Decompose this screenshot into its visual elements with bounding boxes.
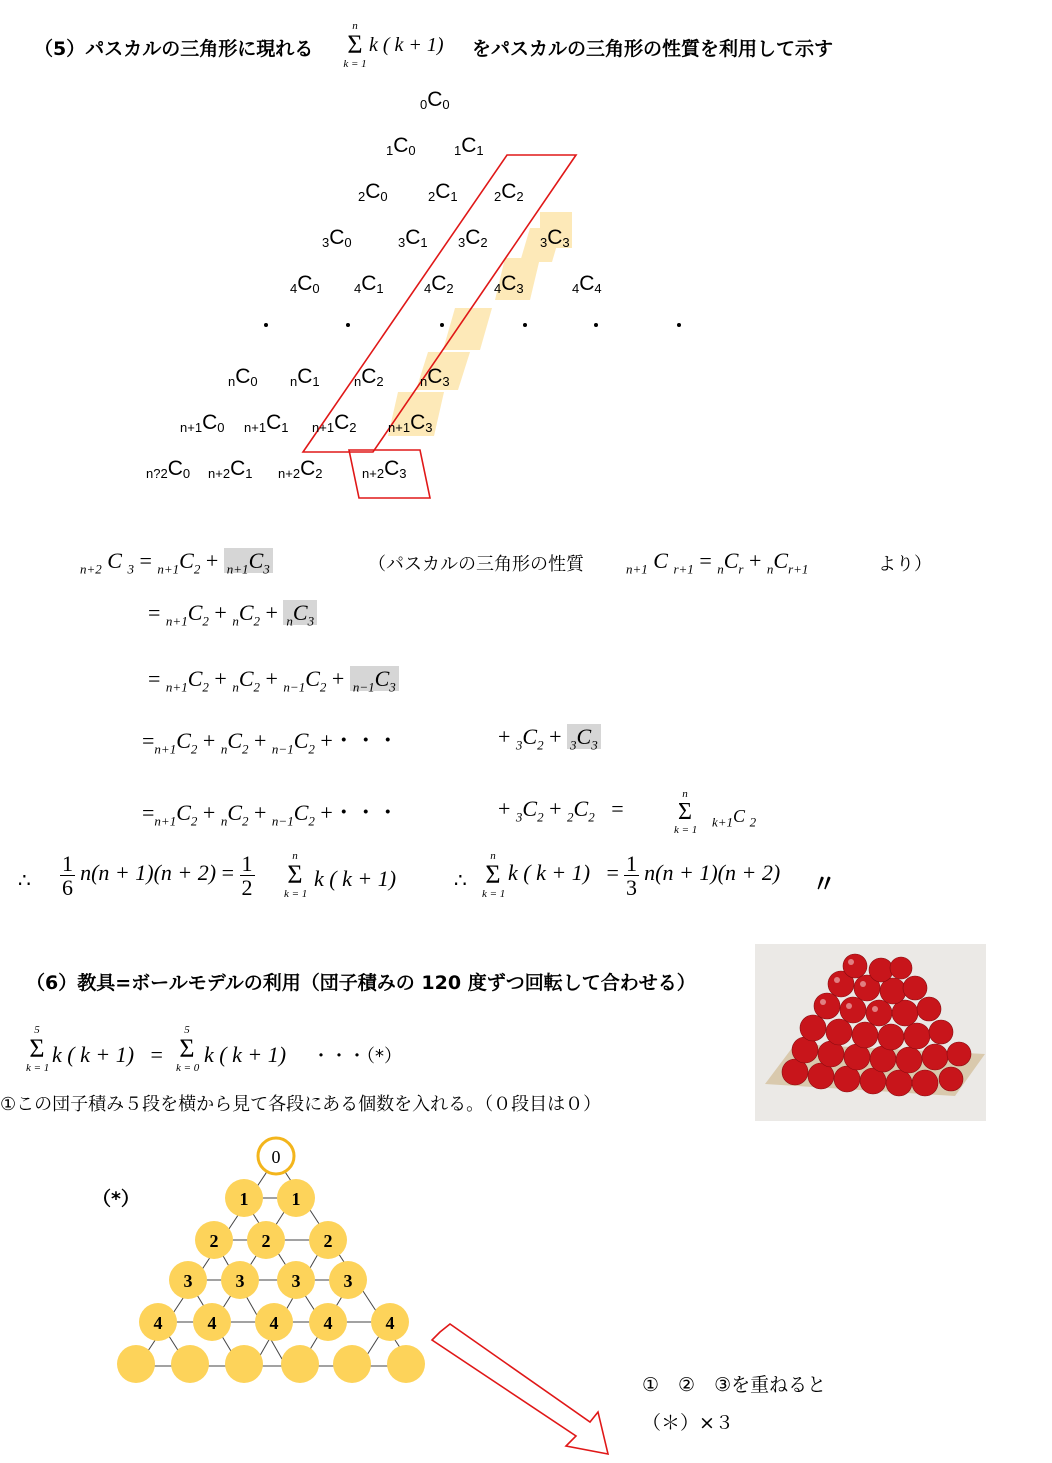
star-label: （*） bbox=[92, 1188, 140, 1210]
ellipsis-dot bbox=[677, 323, 681, 327]
pascal-cell: $_{n+2}C_1$ bbox=[208, 457, 253, 481]
end-mark: 〃 bbox=[812, 870, 836, 898]
ball-label: 4 bbox=[269, 1313, 279, 1333]
ball-label: 0 bbox=[271, 1147, 281, 1167]
pascal-cell: $_{n+1}C_1$ bbox=[244, 411, 289, 435]
conclusion-sum-expr: k ( k + 1) bbox=[314, 866, 397, 891]
conclusion-right: k ( k + 1) = $\frac{1}{3}$ n(n + 1)(n + 2) bbox=[508, 851, 781, 901]
derivation-line-4: $=_{n+1}C_2 + _nC_2 + _{n-1}C_2$ +・・・ bbox=[142, 728, 399, 757]
pascal-cell: $_2C_2$ bbox=[494, 180, 524, 204]
derivation-line-5: $=_{n+1}C_2 + _nC_2 + _{n-1}C_2$ +・・・ bbox=[142, 800, 399, 829]
eq-sigma-left: 5 Σ k = 1 bbox=[26, 1024, 50, 1074]
pascal-cell: $_{n+1}C_2$ bbox=[312, 411, 357, 435]
ball-triangle bbox=[110, 1130, 440, 1400]
ball-label: 2 bbox=[323, 1231, 333, 1251]
overlay-text: ① ② ③を重ねると bbox=[642, 1374, 827, 1396]
title-sigma-upper: n bbox=[352, 20, 358, 32]
property-note: （パスカルの三角形の性質 bbox=[368, 554, 584, 575]
property-formula: $_{n+1}$ C $_{r+1} = _nC_r + _nC_{r+1}$ bbox=[626, 548, 809, 577]
eq-tail: ・・・（*） bbox=[312, 1046, 402, 1067]
title-sum-expression: k ( k + 1) bbox=[369, 34, 444, 56]
pascal-cell: $_3C_1$ bbox=[398, 226, 428, 250]
ball-label: 3 bbox=[343, 1271, 353, 1291]
ellipsis-dot bbox=[264, 323, 268, 327]
pascal-cell: $_0C_0$ bbox=[420, 88, 450, 112]
pascal-cell: $_nC_3$ bbox=[420, 365, 450, 389]
pascal-cell: $_{n+1}C_0$ bbox=[180, 411, 225, 435]
pascal-cell: $_2C_1$ bbox=[428, 180, 458, 204]
pascal-cell: $_{n+1}C_3$ bbox=[388, 411, 433, 435]
ball-label: 4 bbox=[207, 1313, 217, 1333]
derivation-line-1: $_{n+2}$ C $_3 = _{n+1}C_2 + _{n+1}C_3$ bbox=[80, 548, 273, 577]
ellipsis-dot bbox=[440, 323, 444, 327]
therefore-1: ∴ bbox=[18, 868, 31, 892]
pascal-cell: $_4C_4$ bbox=[572, 272, 602, 296]
pascal-cell: $_4C_2$ bbox=[424, 272, 454, 296]
eq-sigma-right: 5 Σ k = 0 bbox=[176, 1024, 200, 1074]
property-tail: より） bbox=[878, 554, 932, 575]
ellipsis-dot bbox=[523, 323, 527, 327]
pascal-cell: $_nC_0$ bbox=[228, 365, 258, 389]
ball-label: 1 bbox=[239, 1189, 249, 1209]
arrow-icon bbox=[430, 1322, 630, 1462]
pascal-cell: $_3C_3$ bbox=[540, 226, 570, 250]
pascal-cell: $_{n?2}C_0$ bbox=[146, 457, 191, 481]
result-sigma: n Σ k = 1 bbox=[482, 850, 506, 900]
ball-label: 1 bbox=[291, 1189, 301, 1209]
ball-label: 4 bbox=[385, 1313, 395, 1333]
pascal-cell: $_nC_1$ bbox=[290, 365, 320, 389]
sum-sigma: n Σ k = 1 bbox=[674, 788, 698, 836]
pascal-cell: $_4C_0$ bbox=[290, 272, 320, 296]
sigma-icon: Σ bbox=[347, 30, 363, 59]
derivation-line-2: = $_{n+1}C_2 + _nC_2 + _nC_3$ bbox=[148, 600, 317, 629]
pascal-overlay bbox=[0, 0, 1052, 520]
ball-label: 4 bbox=[323, 1313, 333, 1333]
tomato-pyramid-photo bbox=[755, 944, 986, 1121]
step1-instruction: ①この団子積み５段を横から見て各段にある個数を入れる。（０段目は０） bbox=[0, 1094, 602, 1115]
eq-right-expr: k ( k + 1) bbox=[204, 1042, 287, 1067]
ball-label: 3 bbox=[183, 1271, 193, 1291]
conclusion-sigma: n Σ k = 1 bbox=[284, 850, 308, 900]
pascal-cell: $_{n+2}C_2$ bbox=[278, 457, 323, 481]
pascal-cell: $_3C_0$ bbox=[322, 226, 352, 250]
ball-label: 2 bbox=[209, 1231, 219, 1251]
derivation-line-3: = $_{n+1}C_2 + _nC_2 + _{n-1}C_2 + _{n-1}C_3$ bbox=[148, 666, 399, 695]
result-text: （＊）×３ bbox=[642, 1412, 734, 1434]
section5-title-pre: （5）パスカルの三角形に現れる bbox=[34, 38, 314, 60]
title-sigma-lower: k = 1 bbox=[343, 58, 367, 70]
ball-label: 3 bbox=[291, 1271, 301, 1291]
pascal-cell: $_3C_2$ bbox=[458, 226, 488, 250]
section6-title: （6）教具=ボールモデルの利用（団子積みの 120 度ずつ回転して合わせる） bbox=[26, 972, 696, 994]
pascal-cell: $_1C_0$ bbox=[386, 134, 416, 158]
derivation-line-4-tail: + $_3C_2 + _3C_3$ bbox=[498, 724, 601, 753]
pascal-cell: $_nC_2$ bbox=[354, 365, 384, 389]
conclusion-left: $\frac{1}{6}$ n(n + 1)(n + 2) = $\frac{1}{2}$ bbox=[62, 851, 253, 901]
therefore-2: ∴ bbox=[454, 868, 467, 892]
ball-label: 2 bbox=[261, 1231, 271, 1251]
ellipsis-dot bbox=[594, 323, 598, 327]
pascal-cell: $_{n+2}C_3$ bbox=[362, 457, 407, 481]
pascal-cell: $_2C_0$ bbox=[358, 180, 388, 204]
eq-left-expr: k ( k + 1) = bbox=[52, 1042, 163, 1067]
pascal-cell: $_4C_3$ bbox=[494, 272, 524, 296]
section5-title-post: をパスカルの三角形の性質を利用して示す bbox=[472, 38, 834, 60]
derivation-line-5-tail: + $_3C_2 + _2C_2$ = bbox=[498, 796, 624, 825]
pascal-cell: $_1C_1$ bbox=[454, 134, 484, 158]
pascal-cell: $_4C_1$ bbox=[354, 272, 384, 296]
sum-term: $_{k+1}$C $_2$ bbox=[712, 806, 757, 830]
ball-label: 3 bbox=[235, 1271, 245, 1291]
ball-label: 4 bbox=[153, 1313, 163, 1333]
ellipsis-dot bbox=[346, 323, 350, 327]
